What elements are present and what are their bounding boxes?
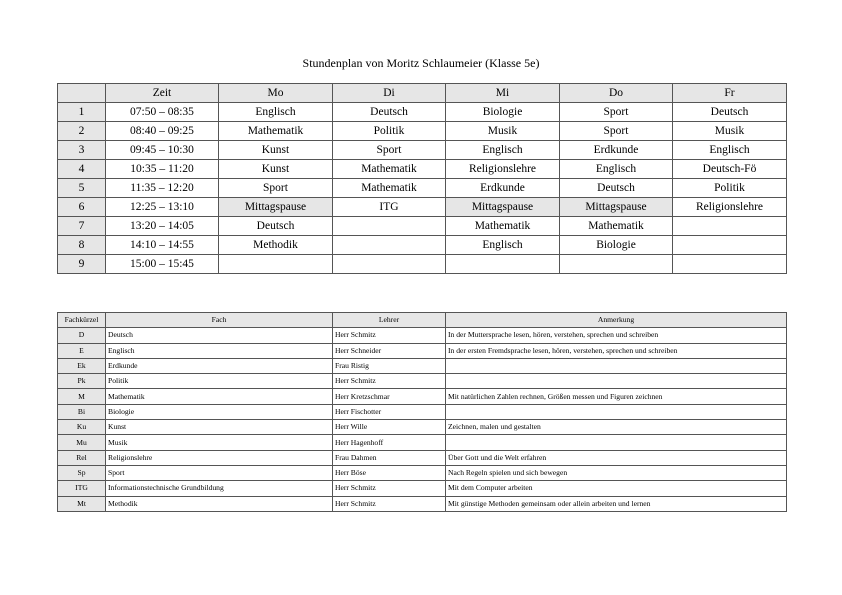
legend-row	[58, 465, 787, 480]
lesson-cell-mo: Englisch	[219, 103, 333, 122]
legend-kuerzel: Ku	[58, 420, 106, 435]
timetable-header-row	[58, 84, 787, 103]
legend-fach: Kunst	[106, 420, 333, 435]
lesson-cell-di: Mathematik	[333, 179, 446, 198]
timetable-row	[58, 141, 787, 160]
lesson-cell-di	[333, 255, 446, 274]
legend-fach: Biologie	[106, 404, 333, 419]
legend-lehrer: Herr Schmitz	[333, 481, 446, 496]
header-di: Di	[333, 84, 446, 103]
lesson-cell-mo: Kunst	[219, 141, 333, 160]
period-number: 5	[58, 179, 106, 198]
period-time: 07:50 – 08:35	[106, 103, 219, 122]
legend-anmerkung: In der Muttersprache lesen, hören, verstehen, sprechen und schreiben	[446, 328, 787, 343]
legend-row	[58, 450, 787, 465]
period-time: 15:00 – 15:45	[106, 255, 219, 274]
period-number: 8	[58, 236, 106, 255]
legend-lehrer: Herr Schmitz	[333, 496, 446, 511]
legend-lehrer: Herr Schneider	[333, 343, 446, 358]
lesson-cell-mi	[446, 255, 560, 274]
header-fr: Fr	[673, 84, 787, 103]
lesson-cell-do: Mittagspause	[560, 198, 673, 217]
legend-row	[58, 328, 787, 343]
legend-fach: Religionslehre	[106, 450, 333, 465]
timetable-row	[58, 198, 787, 217]
legend-header-kuerzel: Fachkürzel	[58, 313, 106, 328]
lesson-cell-do: Englisch	[560, 160, 673, 179]
period-number: 6	[58, 198, 106, 217]
lesson-cell-do: Biologie	[560, 236, 673, 255]
lesson-cell-mo: Deutsch	[219, 217, 333, 236]
legend-fach: Englisch	[106, 343, 333, 358]
lesson-cell-di: Deutsch	[333, 103, 446, 122]
legend-anmerkung	[446, 358, 787, 373]
legend-row	[58, 404, 787, 419]
timetable-row	[58, 236, 787, 255]
lesson-cell-fr	[673, 255, 787, 274]
lesson-cell-fr: Politik	[673, 179, 787, 198]
period-time: 10:35 – 11:20	[106, 160, 219, 179]
legend-kuerzel: Sp	[58, 465, 106, 480]
legend-kuerzel: E	[58, 343, 106, 358]
legend-lehrer: Frau Dahmen	[333, 450, 446, 465]
legend-lehrer: Herr Fischotter	[333, 404, 446, 419]
legend-row	[58, 420, 787, 435]
lesson-cell-mi: Religionslehre	[446, 160, 560, 179]
period-number: 4	[58, 160, 106, 179]
legend-kuerzel: Pk	[58, 374, 106, 389]
legend-anmerkung: Mit natürlichen Zahlen rechnen, Größen messen und Figuren zeichnen	[446, 389, 787, 404]
legend-row	[58, 435, 787, 450]
timetable-row	[58, 217, 787, 236]
legend-row	[58, 481, 787, 496]
period-number: 3	[58, 141, 106, 160]
lesson-cell-do	[560, 255, 673, 274]
legend-row	[58, 374, 787, 389]
period-number: 7	[58, 217, 106, 236]
subject-legend-table	[57, 312, 787, 512]
legend-fach: Erdkunde	[106, 358, 333, 373]
timetable-row	[58, 160, 787, 179]
timetable	[57, 83, 787, 274]
legend-lehrer: Herr Kretzschmar	[333, 389, 446, 404]
lesson-cell-mi: Mittagspause	[446, 198, 560, 217]
lesson-cell-fr: Religionslehre	[673, 198, 787, 217]
lesson-cell-do: Erdkunde	[560, 141, 673, 160]
lesson-cell-mi: Biologie	[446, 103, 560, 122]
legend-anmerkung: Zeichnen, malen und gestalten	[446, 420, 787, 435]
legend-anmerkung: In der ersten Fremdsprache lesen, hören, verstehen, sprechen und schreiben	[446, 343, 787, 358]
legend-header-row	[58, 313, 787, 328]
legend-fach: Sport	[106, 465, 333, 480]
legend-fach: Mathematik	[106, 389, 333, 404]
legend-fach: Politik	[106, 374, 333, 389]
lesson-cell-fr	[673, 217, 787, 236]
lesson-cell-fr: Englisch	[673, 141, 787, 160]
lesson-cell-mo: Sport	[219, 179, 333, 198]
legend-kuerzel: M	[58, 389, 106, 404]
period-number: 1	[58, 103, 106, 122]
lesson-cell-di: Mathematik	[333, 160, 446, 179]
timetable-row	[58, 255, 787, 274]
timetable-row	[58, 179, 787, 198]
legend-anmerkung: Über Gott und die Welt erfahren	[446, 450, 787, 465]
lesson-cell-di	[333, 236, 446, 255]
timetable-row	[58, 122, 787, 141]
legend-anmerkung	[446, 374, 787, 389]
legend-anmerkung: Mit günstige Methoden gemeinsam oder allein arbeiten und lernen	[446, 496, 787, 511]
timetable-row	[58, 103, 787, 122]
legend-header-fach: Fach	[106, 313, 333, 328]
lesson-cell-di	[333, 217, 446, 236]
lesson-cell-do: Mathematik	[560, 217, 673, 236]
lesson-cell-mi: Erdkunde	[446, 179, 560, 198]
period-time: 14:10 – 14:55	[106, 236, 219, 255]
legend-lehrer: Herr Böse	[333, 465, 446, 480]
period-time: 13:20 – 14:05	[106, 217, 219, 236]
lesson-cell-mo: Kunst	[219, 160, 333, 179]
legend-row	[58, 496, 787, 511]
legend-lehrer: Herr Wille	[333, 420, 446, 435]
legend-kuerzel: Bi	[58, 404, 106, 419]
header-zeit: Zeit	[106, 84, 219, 103]
legend-fach: Deutsch	[106, 328, 333, 343]
legend-anmerkung	[446, 435, 787, 450]
legend-lehrer: Herr Schmitz	[333, 328, 446, 343]
lesson-cell-mi: Englisch	[446, 236, 560, 255]
legend-lehrer: Herr Schmitz	[333, 374, 446, 389]
legend-fach: Methodik	[106, 496, 333, 511]
lesson-cell-mi: Mathematik	[446, 217, 560, 236]
legend-lehrer: Herr Hagenhoff	[333, 435, 446, 450]
legend-row	[58, 389, 787, 404]
period-time: 09:45 – 10:30	[106, 141, 219, 160]
legend-fach: Informationstechnische Grundbildung	[106, 481, 333, 496]
legend-anmerkung: Nach Regeln spielen und sich bewegen	[446, 465, 787, 480]
legend-row	[58, 343, 787, 358]
page-title: Stundenplan von Moritz Schlaumeier (Klasse 5e)	[302, 56, 540, 70]
legend-header-anmerkung: Anmerkung	[446, 313, 787, 328]
legend-kuerzel: Ek	[58, 358, 106, 373]
period-number: 2	[58, 122, 106, 141]
legend-row	[58, 358, 787, 373]
lesson-cell-mi: Musik	[446, 122, 560, 141]
legend-fach: Musik	[106, 435, 333, 450]
lesson-cell-mo: Mathematik	[219, 122, 333, 141]
legend-kuerzel: Mu	[58, 435, 106, 450]
legend-kuerzel: Rel	[58, 450, 106, 465]
lesson-cell-fr	[673, 236, 787, 255]
lesson-cell-do: Sport	[560, 122, 673, 141]
lesson-cell-di: ITG	[333, 198, 446, 217]
legend-header-lehrer: Lehrer	[333, 313, 446, 328]
lesson-cell-fr: Deutsch-Fö	[673, 160, 787, 179]
legend-kuerzel: D	[58, 328, 106, 343]
lesson-cell-mo: Mittagspause	[219, 198, 333, 217]
header-do: Do	[560, 84, 673, 103]
legend-kuerzel: Mt	[58, 496, 106, 511]
period-time: 11:35 – 12:20	[106, 179, 219, 198]
period-time: 12:25 – 13:10	[106, 198, 219, 217]
legend-anmerkung: Mit dem Computer arbeiten	[446, 481, 787, 496]
legend-anmerkung	[446, 404, 787, 419]
lesson-cell-di: Politik	[333, 122, 446, 141]
lesson-cell-mo	[219, 255, 333, 274]
legend-kuerzel: ITG	[58, 481, 106, 496]
lesson-cell-di: Sport	[333, 141, 446, 160]
lesson-cell-fr: Musik	[673, 122, 787, 141]
lesson-cell-mi: Englisch	[446, 141, 560, 160]
period-number: 9	[58, 255, 106, 274]
header-corner	[58, 84, 106, 103]
lesson-cell-do: Deutsch	[560, 179, 673, 198]
lesson-cell-fr: Deutsch	[673, 103, 787, 122]
header-mo: Mo	[219, 84, 333, 103]
header-mi: Mi	[446, 84, 560, 103]
period-time: 08:40 – 09:25	[106, 122, 219, 141]
lesson-cell-mo: Methodik	[219, 236, 333, 255]
lesson-cell-do: Sport	[560, 103, 673, 122]
legend-lehrer: Frau Ristig	[333, 358, 446, 373]
